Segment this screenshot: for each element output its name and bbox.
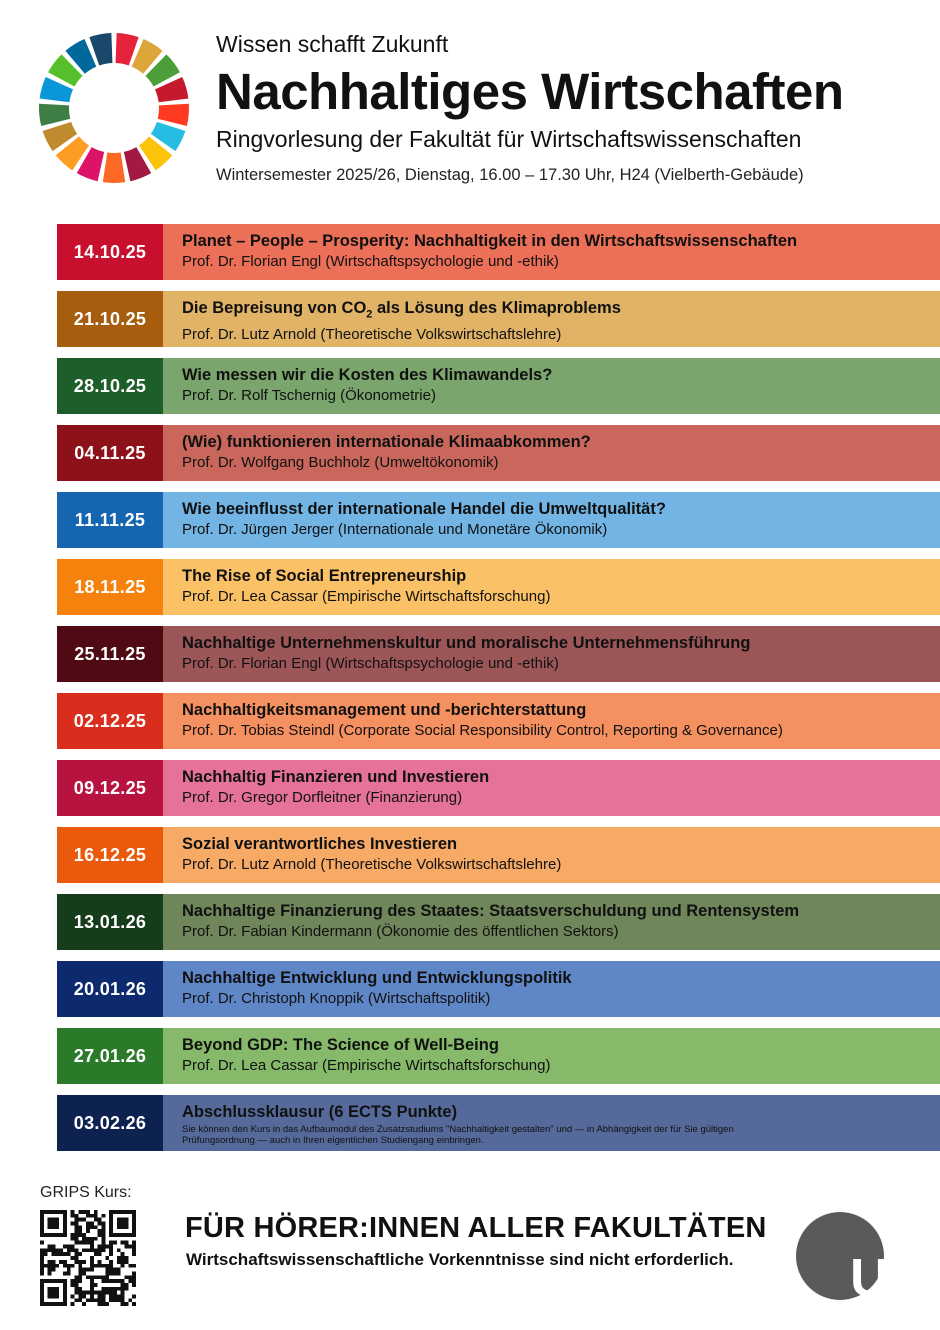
lecture-content	[163, 626, 940, 682]
lecture-speaker: Prof. Dr. Florian Engl (Wirtschaftspsychologie und -ethik)	[182, 253, 559, 270]
lecture-speaker: Prof. Dr. Rolf Tschernig (Ökonometrie)	[182, 387, 436, 404]
grips-label: GRIPS Kurs:	[40, 1184, 132, 1201]
lecture-date: 18.11.25	[57, 559, 163, 615]
lecture-row	[57, 492, 940, 548]
lecture-date: 13.01.26	[57, 894, 163, 950]
lecture-content	[163, 760, 940, 816]
lecture-date: 04.11.25	[57, 425, 163, 481]
exam-note: Sie können den Kurs in das Aufbaumodul des Zusatzstudiums "Nachhaltigkeit gestalten" und — in Abhängigkeit der für Sie gültigen Prüfungsordnung — auch in Ihren eigentlichen Studiengang einbringen.	[182, 1124, 734, 1146]
lecture-date: 09.12.25	[57, 760, 163, 816]
sdg-wheel-logo	[38, 32, 190, 184]
lecture-row	[57, 224, 940, 280]
lecture-title: Nachhaltigkeitsmanagement und -berichterstattung	[182, 701, 587, 719]
audience-note: Wirtschaftswissenschaftliche Vorkenntnisse sind nicht erforderlich.	[186, 1250, 734, 1269]
lecture-date: 14.10.25	[57, 224, 163, 280]
lecture-content	[163, 358, 940, 414]
lecture-title-part: Die Bepreisung von CO	[182, 299, 367, 317]
lecture-row	[57, 626, 940, 682]
lecture-date: 02.12.25	[57, 693, 163, 749]
lecture-speaker: Prof. Dr. Gregor Dorfleitner (Finanzierung)	[182, 789, 463, 806]
lecture-title	[182, 297, 940, 325]
lecture-row	[57, 559, 940, 615]
audience-heading: FÜR HÖRER:INNEN ALLER FAKULTÄTEN	[185, 1212, 767, 1244]
lecture-title-part: als Lösung des Klimaproblems	[372, 299, 621, 317]
grips-qr-code[interactable]	[40, 1210, 136, 1306]
lecture-speaker: Prof. Dr. Lea Cassar (Empirische Wirtschaftsforschung)	[182, 1057, 551, 1074]
lecture-speaker: Prof. Dr. Lea Cassar (Empirische Wirtschaftsforschung)	[182, 588, 551, 605]
lecture-date: 21.10.25	[57, 291, 163, 347]
lecture-content	[163, 693, 940, 749]
lecture-title: Nachhaltige Entwicklung und Entwicklungspolitik	[182, 969, 572, 987]
lecture-title: Abschlussklausur (6 ECTS Punkte)	[182, 1103, 458, 1121]
header	[216, 30, 916, 186]
lecture-title-subscript: 2	[366, 308, 373, 321]
lecture-content	[163, 961, 940, 1017]
lecture-date: 16.12.25	[57, 827, 163, 883]
lecture-speaker: Prof. Dr. Tobias Steindl (Corporate Social Responsibility Control, Reporting & Governance)	[182, 722, 783, 739]
lecture-title: The Rise of Social Entrepreneurship	[182, 567, 467, 585]
lecture-row	[57, 425, 940, 481]
lecture-row	[57, 961, 940, 1017]
lecture-content	[163, 827, 940, 883]
lecture-title: Planet – People – Prosperity: Nachhaltigkeit in den Wirtschaftswissenschaften	[182, 232, 798, 250]
sdg-segment	[103, 152, 125, 183]
lecture-speaker: Prof. Dr. Christoph Knoppik (Wirtschaftspolitik)	[182, 990, 491, 1007]
lecture-row	[57, 358, 940, 414]
ur-logo-text: UR	[850, 1248, 924, 1302]
lecture-date: 20.01.26	[57, 961, 163, 1017]
lecture-date: 28.10.25	[57, 358, 163, 414]
lecture-row	[57, 693, 940, 749]
kicker: Wissen schafft Zukunft	[216, 31, 449, 57]
lecture-date: 25.11.25	[57, 626, 163, 682]
lecture-title: Wie beeinflusst der internationale Handel die Umweltqualität?	[182, 500, 666, 518]
lecture-speaker: Prof. Dr. Fabian Kindermann (Ökonomie des öffentlichen Sektors)	[182, 923, 619, 940]
lecture-content	[163, 492, 940, 548]
lecture-row	[57, 827, 940, 883]
lecture-date: 03.02.26	[57, 1095, 163, 1151]
lecture-title: Nachhaltig Finanzieren und Investieren	[182, 768, 490, 786]
lecture-title: Sozial verantwortliches Investieren	[182, 835, 458, 853]
lecture-date: 11.11.25	[57, 492, 163, 548]
schedule-info: Wintersemester 2025/26, Dienstag, 16.00 – 17.30 Uhr, H24 (Vielberth-Gebäude)	[216, 166, 804, 184]
lecture-content	[163, 559, 940, 615]
subtitle: Ringvorlesung der Fakultät für Wirtschaftswissenschaften	[216, 126, 802, 152]
lecture-speaker: Prof. Dr. Wolfgang Buchholz (Umweltökonomik)	[182, 454, 499, 471]
lecture-row	[57, 760, 940, 816]
lecture-title: Nachhaltige Finanzierung des Staates: Staatsverschuldung und Rentensystem	[182, 902, 800, 920]
sdg-segment	[39, 104, 70, 126]
lecture-speaker: Prof. Dr. Jürgen Jerger (Internationale und Monetäre Ökonomik)	[182, 521, 608, 538]
lecture-speaker: Prof. Dr. Lutz Arnold (Theoretische Volkswirtschaftslehre)	[182, 326, 562, 344]
lecture-title: (Wie) funktionieren internationale Klimaabkommen?	[182, 433, 591, 451]
lecture-row	[57, 1095, 940, 1151]
lecture-row	[57, 291, 940, 347]
lecture-content	[163, 1095, 940, 1151]
lecture-content	[163, 224, 940, 280]
page-title: Nachhaltiges Wirtschaften	[216, 63, 844, 120]
lecture-content	[163, 425, 940, 481]
lecture-date: 27.01.26	[57, 1028, 163, 1084]
lecture-speaker: Prof. Dr. Florian Engl (Wirtschaftspsychologie und -ethik)	[182, 655, 559, 672]
sdg-segment	[158, 104, 189, 126]
ur-university-logo	[796, 1210, 926, 1302]
lecture-row	[57, 894, 940, 950]
lecture-content	[163, 894, 940, 950]
lecture-title: Beyond GDP: The Science of Well-Being	[182, 1036, 499, 1054]
lecture-content	[163, 1028, 940, 1084]
lecture-row	[57, 1028, 940, 1084]
lecture-content	[163, 291, 940, 347]
lecture-speaker: Prof. Dr. Lutz Arnold (Theoretische Volkswirtschaftslehre)	[182, 856, 562, 873]
lecture-title: Nachhaltige Unternehmenskultur und moralische Unternehmensführung	[182, 634, 751, 652]
lecture-title: Wie messen wir die Kosten des Klimawandels?	[182, 366, 553, 384]
